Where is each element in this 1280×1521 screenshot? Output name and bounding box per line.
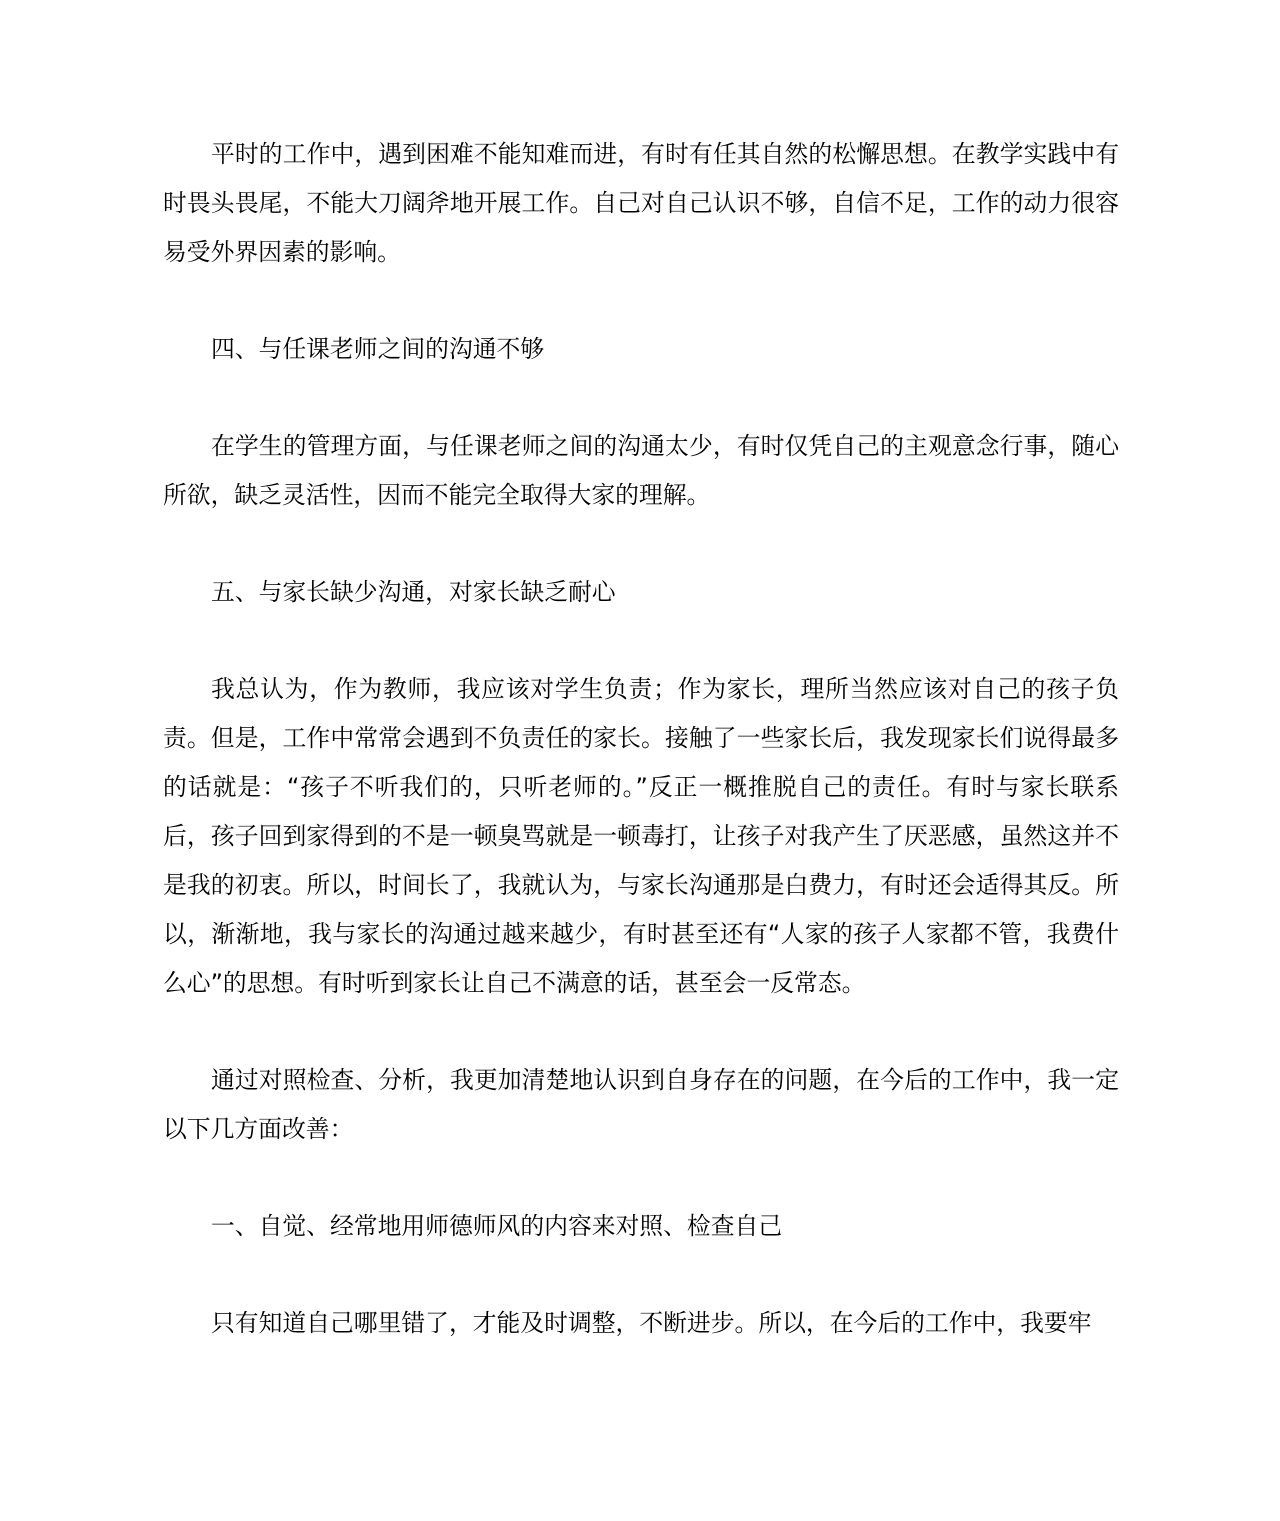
document-page xyxy=(163,130,1119,1396)
paragraph-improvement-intro: 通过对照检查、分析，我更加清楚地认识到自身存在的问题，在今后的工作中，我一定以下几方面改善： xyxy=(163,1066,1119,1143)
paragraph-teacher-communication: 在学生的管理方面，与任课老师之间的沟通太少，有时仅凭自己的主观意念行事，随心所欲，缺乏灵活性，因而不能完全取得大家的理解。 xyxy=(163,432,1119,509)
paragraph-self-reflection: 平时的工作中，遇到困难不能知难而进，有时有任其自然的松懈思想。在教学实践中有时畏头畏尾，不能大刀阔斧地开展工作。自己对自己认识不够，自信不足，工作的动力很容易受外界因素的影响。 xyxy=(163,140,1119,266)
section-heading-4: 四、与任课老师之间的沟通不够 xyxy=(211,335,545,363)
improvement-heading-1: 一、自觉、经常地用师德师风的内容来对照、检查自己 xyxy=(211,1212,783,1240)
paragraph-parent-communication: 我总认为，作为教师，我应该对学生负责；作为家长，理所当然应该对自己的孩子负责。但是，工作中常常会遇到不负责任的家长。接触了一些家长后，我发现家长们说得最多的话就是：“孩子不听我们的，只听老师的。”反正一概推脱自己的责任。有时与家长联系后，孩子回到家得到的不是一顿臭骂就是一顿毒打，让孩子对我产生了厌恶感，虽然这并不是我的初衷。所以，时间长了，我就认为，与家长沟通那是白费力，有时还会适得其反。所以，渐渐地，我与家长的沟通过越来越少，有时甚至还有“人家的孩子人家都不管，我费什么心”的思想。有时听到家长让自己不满意的话，甚至会一反常态。 xyxy=(163,675,1119,997)
section-heading-5: 五、与家长缺少沟通，对家长缺乏耐心 xyxy=(211,578,616,606)
paragraph-improvement-1: 只有知道自己哪里错了，才能及时调整，不断进步。所以，在今后的工作中，我要牢 xyxy=(211,1309,1092,1337)
